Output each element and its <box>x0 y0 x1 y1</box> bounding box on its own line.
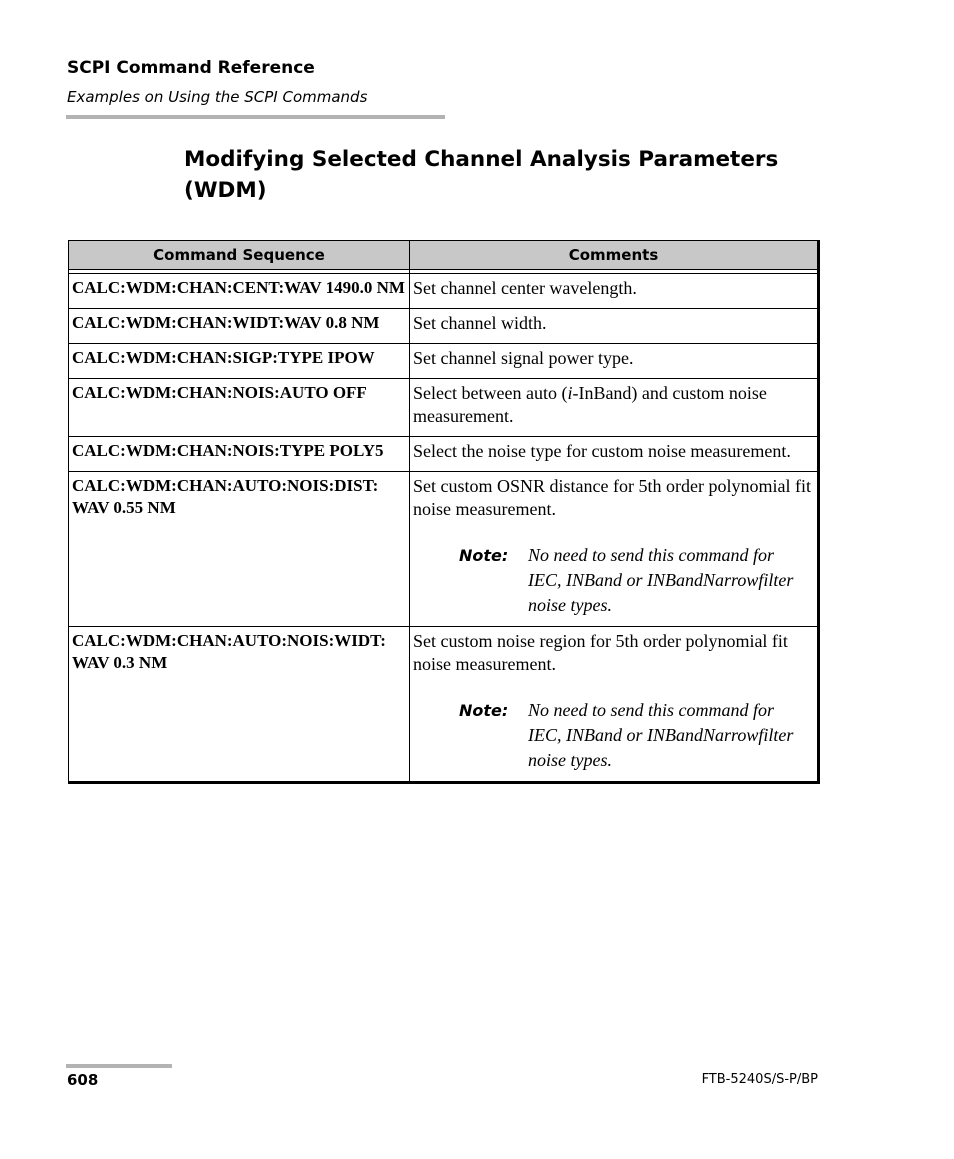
comment-cell: Select the noise type for custom noise measurement. <box>410 437 819 472</box>
comment-cell: Set channel signal power type. <box>410 344 819 379</box>
table-row <box>69 437 819 472</box>
running-header <box>67 57 445 108</box>
command-table <box>68 240 820 784</box>
page-title: Modifying Selected Channel Analysis Parameters (WDM) <box>184 147 779 203</box>
document-id: FTB-5240S/S-P/BP <box>701 1072 818 1087</box>
command-cell: CALC:WDM:CHAN:NOIS:TYPE POLY5 <box>69 437 410 472</box>
header-rule <box>66 115 445 119</box>
comment-cell: Set channel center wavelength. <box>410 274 819 309</box>
note-block <box>413 698 813 773</box>
column-header-command: Command Sequence <box>69 241 410 270</box>
comment-cell <box>410 472 819 627</box>
note-label: Note: <box>459 701 509 720</box>
note-block <box>413 543 813 618</box>
table-row <box>69 627 819 783</box>
comment-text: Set custom OSNR distance for 5th order polynomial fit noise measurement. <box>413 476 811 519</box>
note-text: No need to send this command for IEC, INBand or INBandNarrowfilter noise types. <box>528 545 794 615</box>
chapter-title: SCPI Command Reference <box>67 58 315 78</box>
table-row <box>69 274 819 309</box>
comment-cell: Set channel width. <box>410 309 819 344</box>
command-cell: CALC:WDM:CHAN:AUTO:NOIS:DIST: WAV 0.55 NM <box>69 472 410 627</box>
column-header-comments: Comments <box>410 241 819 270</box>
comment-text: Select between auto ( <box>413 383 568 403</box>
command-cell: CALC:WDM:CHAN:WIDT:WAV 0.8 NM <box>69 309 410 344</box>
table-row <box>69 309 819 344</box>
command-cell: CALC:WDM:CHAN:NOIS:AUTO OFF <box>69 379 410 437</box>
command-cell: CALC:WDM:CHAN:AUTO:NOIS:WIDT: WAV 0.3 NM <box>69 627 410 783</box>
note-label: Note: <box>459 546 509 565</box>
table-header-row <box>69 241 819 270</box>
section-subtitle: Examples on Using the SCPI Commands <box>67 88 368 106</box>
comment-cell <box>410 379 819 437</box>
table-row <box>69 379 819 437</box>
comment-emphasis: i <box>567 383 573 403</box>
comment-cell <box>410 627 819 783</box>
footer-rule <box>66 1064 172 1068</box>
page-number: 608 <box>67 1071 99 1089</box>
table-row <box>69 472 819 627</box>
table-row <box>69 344 819 379</box>
command-cell: CALC:WDM:CHAN:SIGP:TYPE IPOW <box>69 344 410 379</box>
command-cell: CALC:WDM:CHAN:CENT:WAV 1490.0 NM <box>69 274 410 309</box>
comment-text: -InBand) and custom noise measurement. <box>413 383 767 426</box>
comment-text: Set custom noise region for 5th order polynomial fit noise measurement. <box>413 631 788 674</box>
note-text: No need to send this command for IEC, INBand or INBandNarrowfilter noise types. <box>528 700 794 770</box>
